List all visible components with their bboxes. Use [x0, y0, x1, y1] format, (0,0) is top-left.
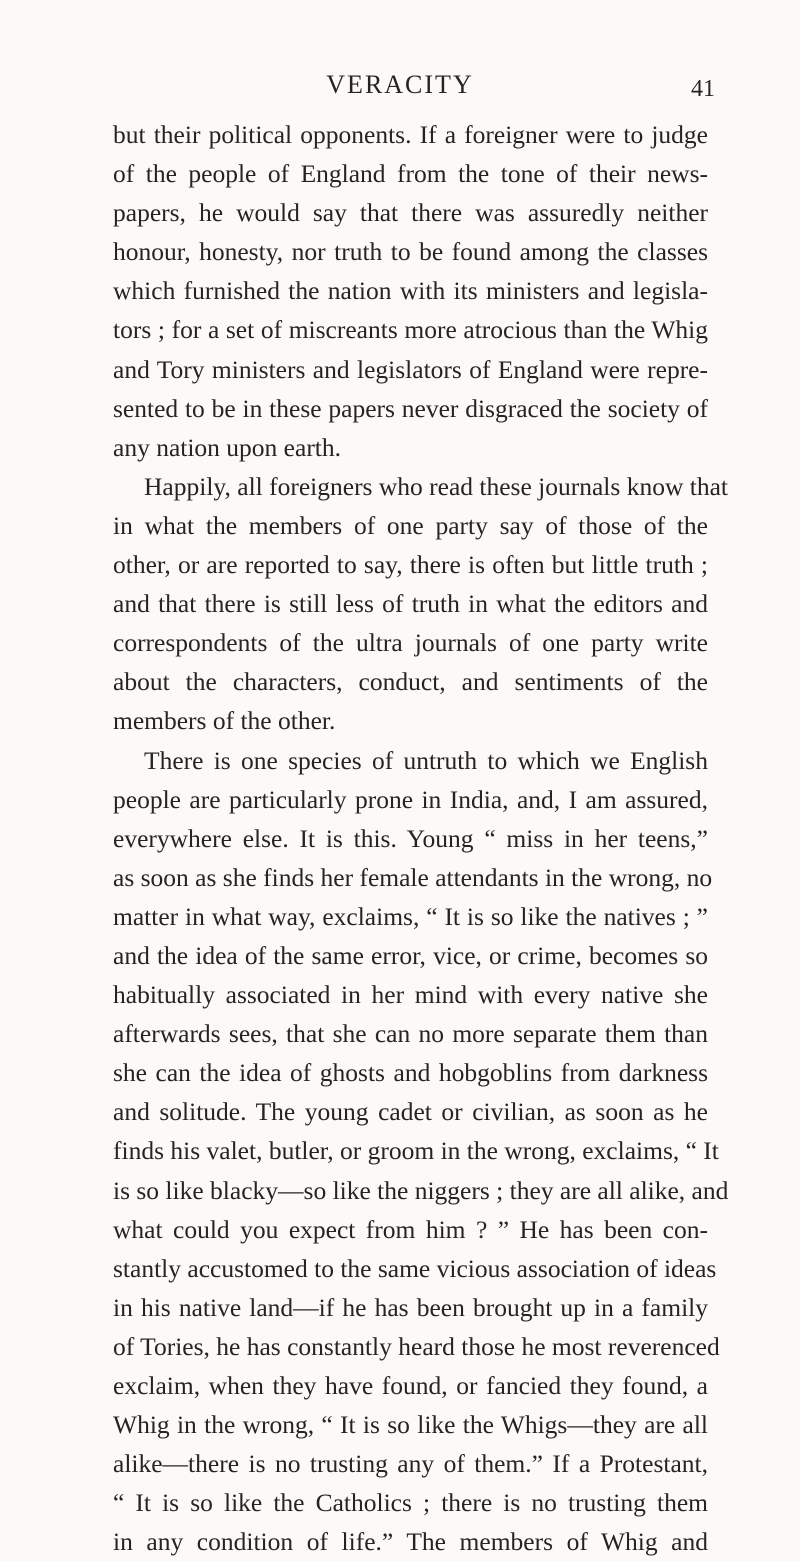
page-number: 41: [691, 76, 715, 102]
text-line: sented to be in these papers never disgraced the society of: [113, 393, 708, 423]
body-text: [113, 115, 729, 1561]
text-line: stantly accustomed to the same vicious association of ideas: [113, 1253, 717, 1283]
text-line: matter in what way, exclaims, “ It is so like the natives ; ”: [113, 901, 708, 931]
text-line: exclaim, when they have found, or fancied they found, a: [113, 1371, 708, 1400]
text-line: alike—there is no trusting any of them.” If a Protestant,: [113, 1449, 708, 1479]
text-line: members of the other.: [113, 706, 336, 736]
running-title: VERACITY: [326, 70, 474, 99]
running-head: [0, 70, 800, 110]
text-line: “ It is so like the Catholics ; there is no trusting them: [113, 1488, 708, 1518]
text-line: There is one species of untruth to which we English: [144, 745, 708, 775]
text-line: other, or are reported to say, there is often but little truth ;: [113, 550, 708, 580]
text-line: papers, he would say that there was assuredly neither: [113, 198, 708, 228]
text-line: everywhere else. It is this. Young “ miss in her teens,”: [113, 823, 708, 853]
text-line: and solitude. The young cadet or civilian, as soon as he: [113, 1097, 708, 1127]
text-line: which furnished the nation with its ministers and legisla-: [113, 276, 708, 306]
text-line: is so like blacky—so like the niggers ; they are all alike, and: [113, 1175, 729, 1205]
text-line: honour, honesty, nor truth to be found among the classes: [113, 237, 708, 267]
text-line: she can the idea of ghosts and hobgoblins from darkness: [113, 1058, 708, 1088]
text-line: and Tory ministers and legislators of England were repre-: [113, 354, 708, 384]
text-line: afterwards sees, that she can no more separate them than: [113, 1019, 708, 1049]
text-line: in any condition of life.” The members of Whig and: [113, 1527, 708, 1557]
text-line: but their political opponents. If a foreigner were to judge: [113, 120, 708, 149]
text-line: of the people of England from the tone of their news-: [113, 159, 708, 189]
text-line: tors ; for a set of miscreants more atrocious than the Whig: [113, 315, 708, 345]
text-line: what could you expect from him ? ” He has been con-: [113, 1214, 708, 1244]
text-line: in his native land—if he has been brought up in a family: [113, 1292, 708, 1322]
text-line: about the characters, conduct, and sentiments of the: [113, 667, 708, 697]
text-line: and that there is still less of truth in what the editors and: [113, 589, 708, 619]
text-line: finds his valet, butler, or groom in the wrong, exclaims, “ It: [113, 1136, 719, 1166]
text-line: people are particularly prone in India, and, I am assured,: [113, 784, 708, 814]
text-line: correspondents of the ultra journals of one party write: [113, 628, 708, 658]
text-line: and the idea of the same error, vice, or crime, becomes so: [113, 940, 708, 970]
text-line: Whig in the wrong, “ It is so like the Whigs—they are all: [113, 1410, 708, 1440]
text-line: any nation upon earth.: [113, 432, 342, 462]
text-line: in what the members of one party say of those of the: [113, 510, 708, 540]
text-line: of Tories, he has constantly heard those he most reverenced: [113, 1331, 720, 1361]
text-line: as soon as she finds her female attendants in the wrong, no: [113, 862, 713, 892]
text-line: habitually associated in her mind with every native she: [113, 980, 708, 1010]
text-line: Happily, all foreigners who read these journals know that: [144, 471, 728, 501]
